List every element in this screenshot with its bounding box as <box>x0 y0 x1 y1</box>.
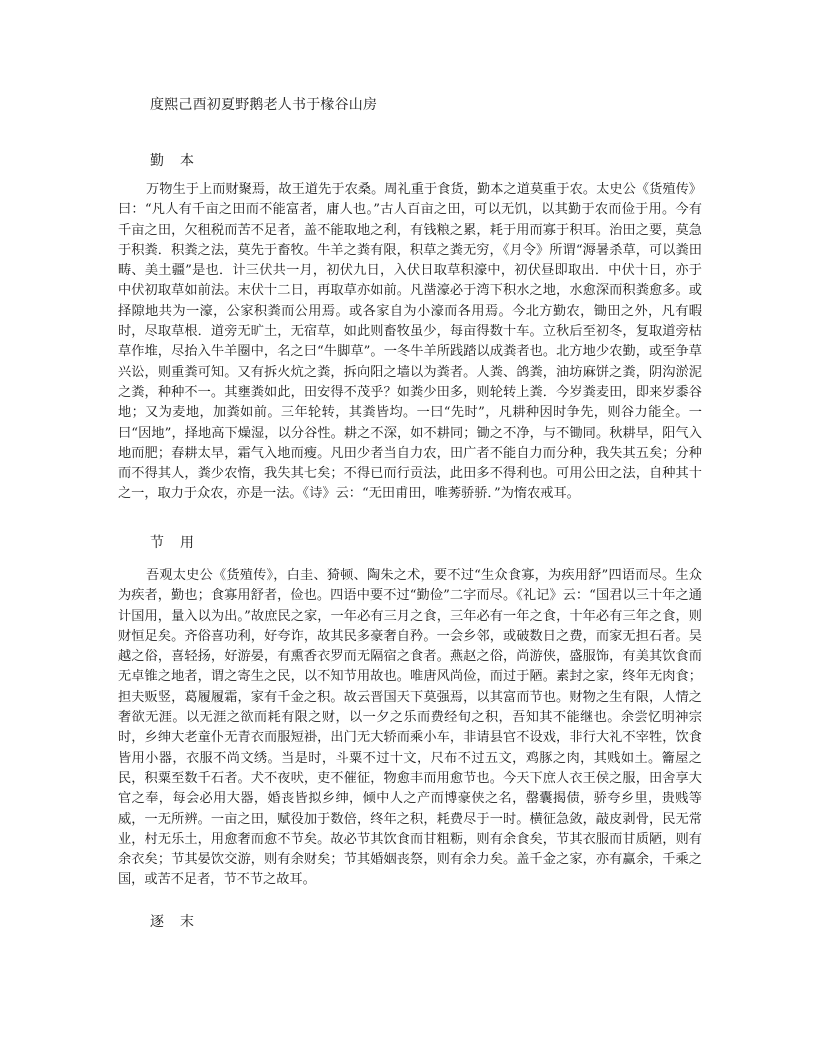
signature-line: 度熙己酉初夏野鹅老人书于椽谷山房 <box>150 97 378 113</box>
section-body-jieyong: 吾观太史公《货殖传》，白圭、猗顿、陶朱之术，要不过“生众食寡，为疾用舒”四语而尽。生众为疾者，勤也；食寡用舒者，俭也。四语中要不过“勤俭”二字而尽。《礼记》云：“国君以三十年之通计国用，量入以为出。”故庶民之家，一年必有三月之食，三年必有一年之食，十年必有三年之食，则财恒足矣。齐俗喜功利，好夸诈，故其民多豪奢自矜。一会乡邻，或破数日之费，而家无担石者。吴越之俗，喜轻扬，好游晏，有熏香衣罗而无隔宿之食者。燕赵之俗，尚游侠，盛服饰，有美其饮食而无卓锥之地者，谓之寄生之民，以不知节用故也。唯唐风尚俭，而过于陋。素封之家，终年无肉食；担夫贩竖，葛履履霜，家有千金之积。故云晋国天下莫强焉，以其富而节也。财物之生有限，人情之奢欲无涯。以无涯之欲而耗有限之财，以一夕之乐而费经旬之积，吾知其不能继也。余尝忆明神宗时，乡绅大老童仆无青衣而服短褂，出门无大轿而乘小车，非请县官不设戏，非行大礼不宰牲，饮食皆用小器，衣服不尚文绣。当是时，斗粟不过十文，尺布不过五文，鸡豚之肉，其贱如土。籥屋之民，积粟至数千石者。犬不夜吠，吏不催征，物愈丰而用愈节也。今天下庶人衣王侯之服，田舍享大官之奉，每会必用大器，婚丧皆拟乡绅，倾中人之产而博豪侠之名，罄囊揭债，骄夸乡里，贵贱等威，一无所辨。一亩之田，赋役加于数倍，终年之积，耗费尽于一时。横征急敛，敲皮剥骨，民无常业，村无乐土，用愈奢而愈不节矣。故必节其饮食而甘粗粝，则有余食矣，节其衣服而甘质陋，则有余衣矣；节其晏饮交游，则有余财矣；节其婚姻丧祭，则有余力矣。盖千金之家，亦有赢余，千乘之国，或苦不足者，节不节之故耳。 <box>118 568 702 888</box>
section-heading-zhumo: 逐末 <box>150 914 210 930</box>
section-body-qinben: 万物生于上而财聚焉，故王道先于农桑。周礼重于食货，勤本之道莫重于农。太史公《货殖传》曰：“凡人有千亩之田而不能富者，庸人也。”古人百亩之田，可以无饥，以其勤于农而俭于用。今有千亩之田，欠租税而苦不足者，盖不能取地之利，有钱粮之累，耗于用而寡于积耳。治田之要，莫急于积粪．积粪之法，莫先于畜牧。牛羊之粪有限，积草之粪无穷，《月令》所谓“溽暑杀草，可以粪田畴、美土疆”是也．计三伏共一月，初伏九日，入伏日取草积濠中，初伏昼即取出．中伏十日，亦于中伏初取草如前法。末伏十二日，再取草亦如前。凡凿濠必于湾下积水之地，水愈深而积粪愈多。或择隙地共为一濠，公家积粪而公用焉。或各家自为小濠而各用焉。今北方勤农，锄田之外，凡有暇时，尽取草根．道旁无旷土，无宿草，如此则畜牧虽少，每亩得数十车。立秋后至初冬，复取道旁枯草作堆，尽抬入牛羊圈中，名之曰“牛脚草”。一冬牛羊所践踏以成粪者也。北方地少农勤，或至争草兴讼，则重粪可知。又有拆火炕之粪，拆向阳之墙以为粪者。人粪、鸽粪，油坊麻饼之粪，阴沟淤泥之粪，种种不一。其壅粪如此，田安得不茂乎？如粪少田多，则轮转上粪．今岁粪麦田，即来岁黍谷地；又为麦地，加粪如前。三年轮转，其粪皆均。一曰“先时”，凡耕种因时争先，则谷力能全。一曰“因地”，择地高下燥湿，以分谷性。耕之不深，如不耕同；锄之不净，与不锄同。秋耕早，阳气入地而肥；春耕太早，霜气入地而瘦。凡田少者当自力农，田广者不能自力而分种，我失其五矣；分种而不得其人，粪少农惰，我失其七矣；不得已而行贡法，此田多不得利也。可用公田之法，自种其十之一，取力于众农，亦是一法。《诗》云：“无田甫田，唯莠骄骄．”为惰农戒耳。 <box>118 182 702 502</box>
section-heading-qinben: 勤本 <box>150 153 210 169</box>
section-heading-jieyong: 节用 <box>150 535 210 551</box>
